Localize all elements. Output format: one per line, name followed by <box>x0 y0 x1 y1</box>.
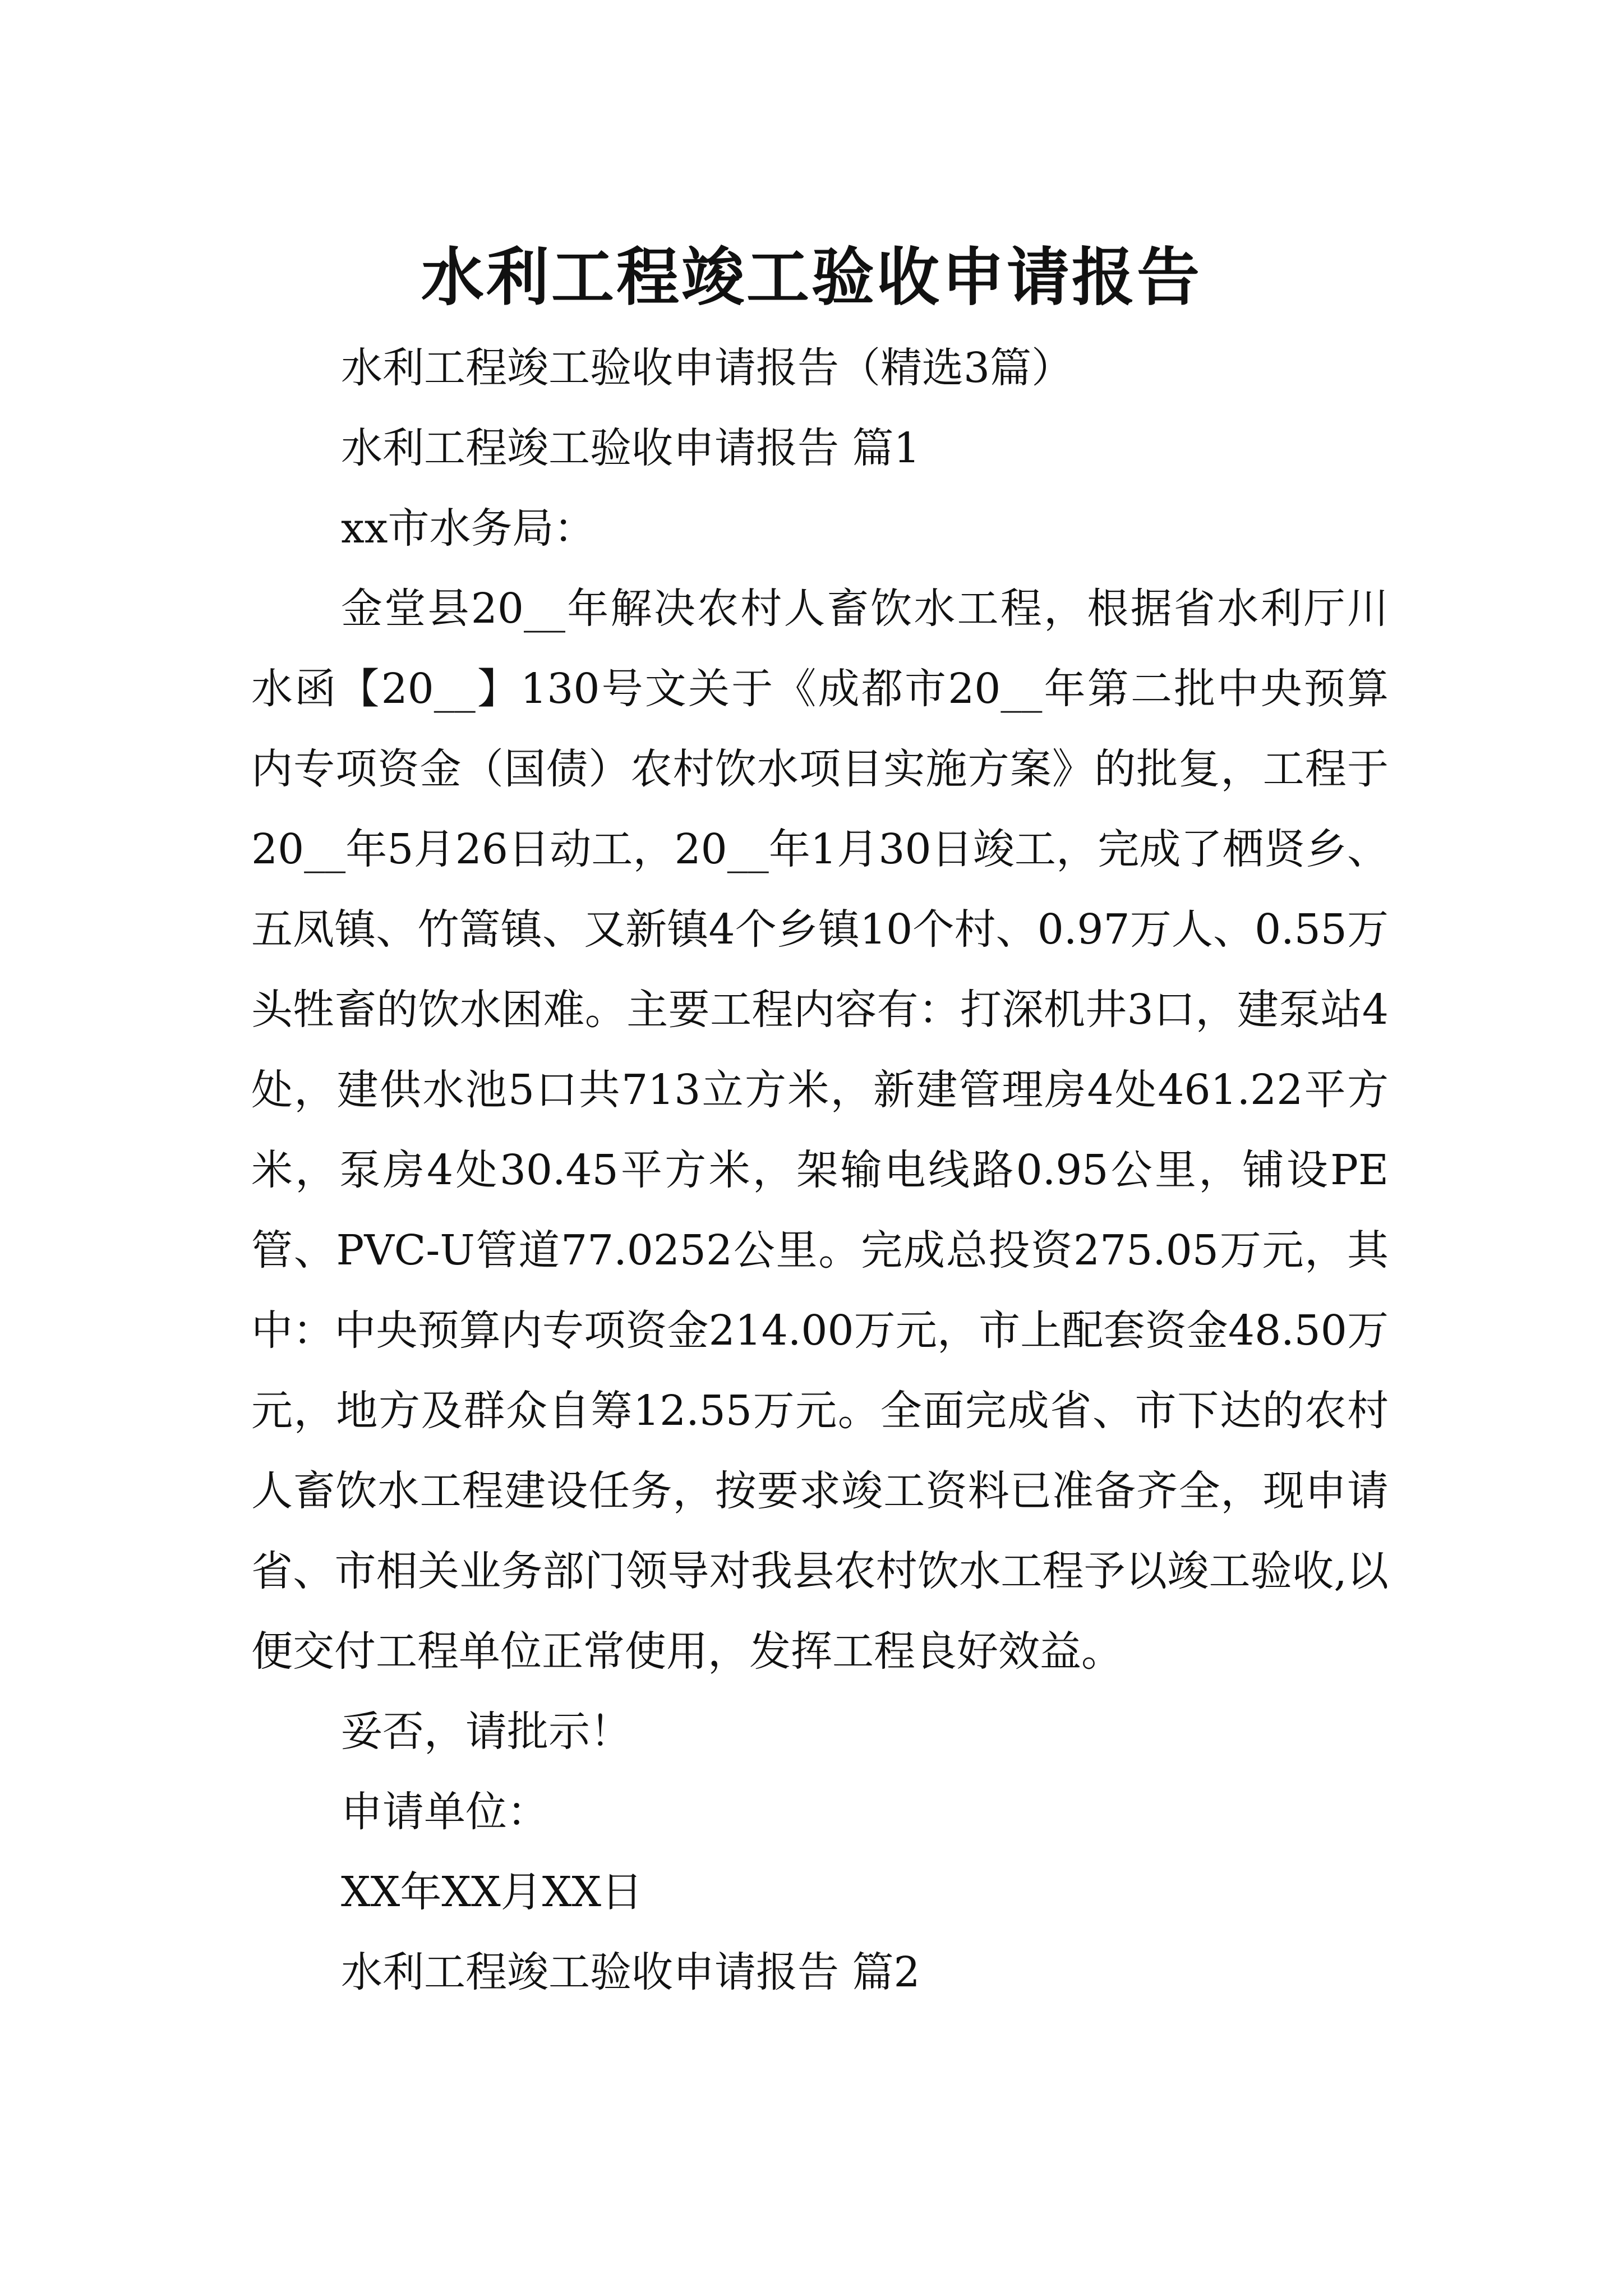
request-line: 妥否，请批示！ <box>341 1708 631 1756</box>
article-heading-1: 水利工程竣工验收申请报告 篇1 <box>341 424 920 472</box>
applicant-line: 申请单位： <box>341 1788 548 1836</box>
body-paragraph: 金堂县20__年解决农村人畜饮水工程，根据省水利厅川水函【20__】130号文关于《成都市20__年第二批中央预算内专项资金（国债）农村饮水项目实施方案》的批复，工程于20__年5月26日动工，20__年1月30日竣工，完成了栖贤乡、五凤镇、竹篙镇、又新镇4个乡镇10个村、0.97万人、0.55万头牲畜的饮水困难。主要工程内容有：打深机井3口，建泵站4处，建供水池5口共713立方米，新建管理房4处461.22平方米，泵房4处30.45平方米，架输电线路0.95公里，铺设PE管、PVC-U管道77.0252公里。完成总投资275.05万元，其中：中央预算内专项资金214.00万元，市上配套资金48.50万元，地方及群众自筹12.55万元。全面完成省、市下达的农村人畜饮水工程建设任务，按要求竣工资料已准备齐全，现申请省、市相关业务部门领导对我县农村饮水工程予以竣工验收,以便交付工程单位正常使用，发挥工程良好效益。 <box>251 585 1389 1676</box>
date-line: XX年XX月XX日 <box>341 1868 643 1916</box>
document-body <box>251 328 1389 2013</box>
addressee: xx市水务局： <box>341 504 596 553</box>
article-heading-2: 水利工程竣工验收申请报告 篇2 <box>341 1948 920 1996</box>
collection-heading: 水利工程竣工验收申请报告（精选3篇） <box>341 344 1073 392</box>
document-title: 水利工程竣工验收申请报告 <box>421 241 1202 315</box>
